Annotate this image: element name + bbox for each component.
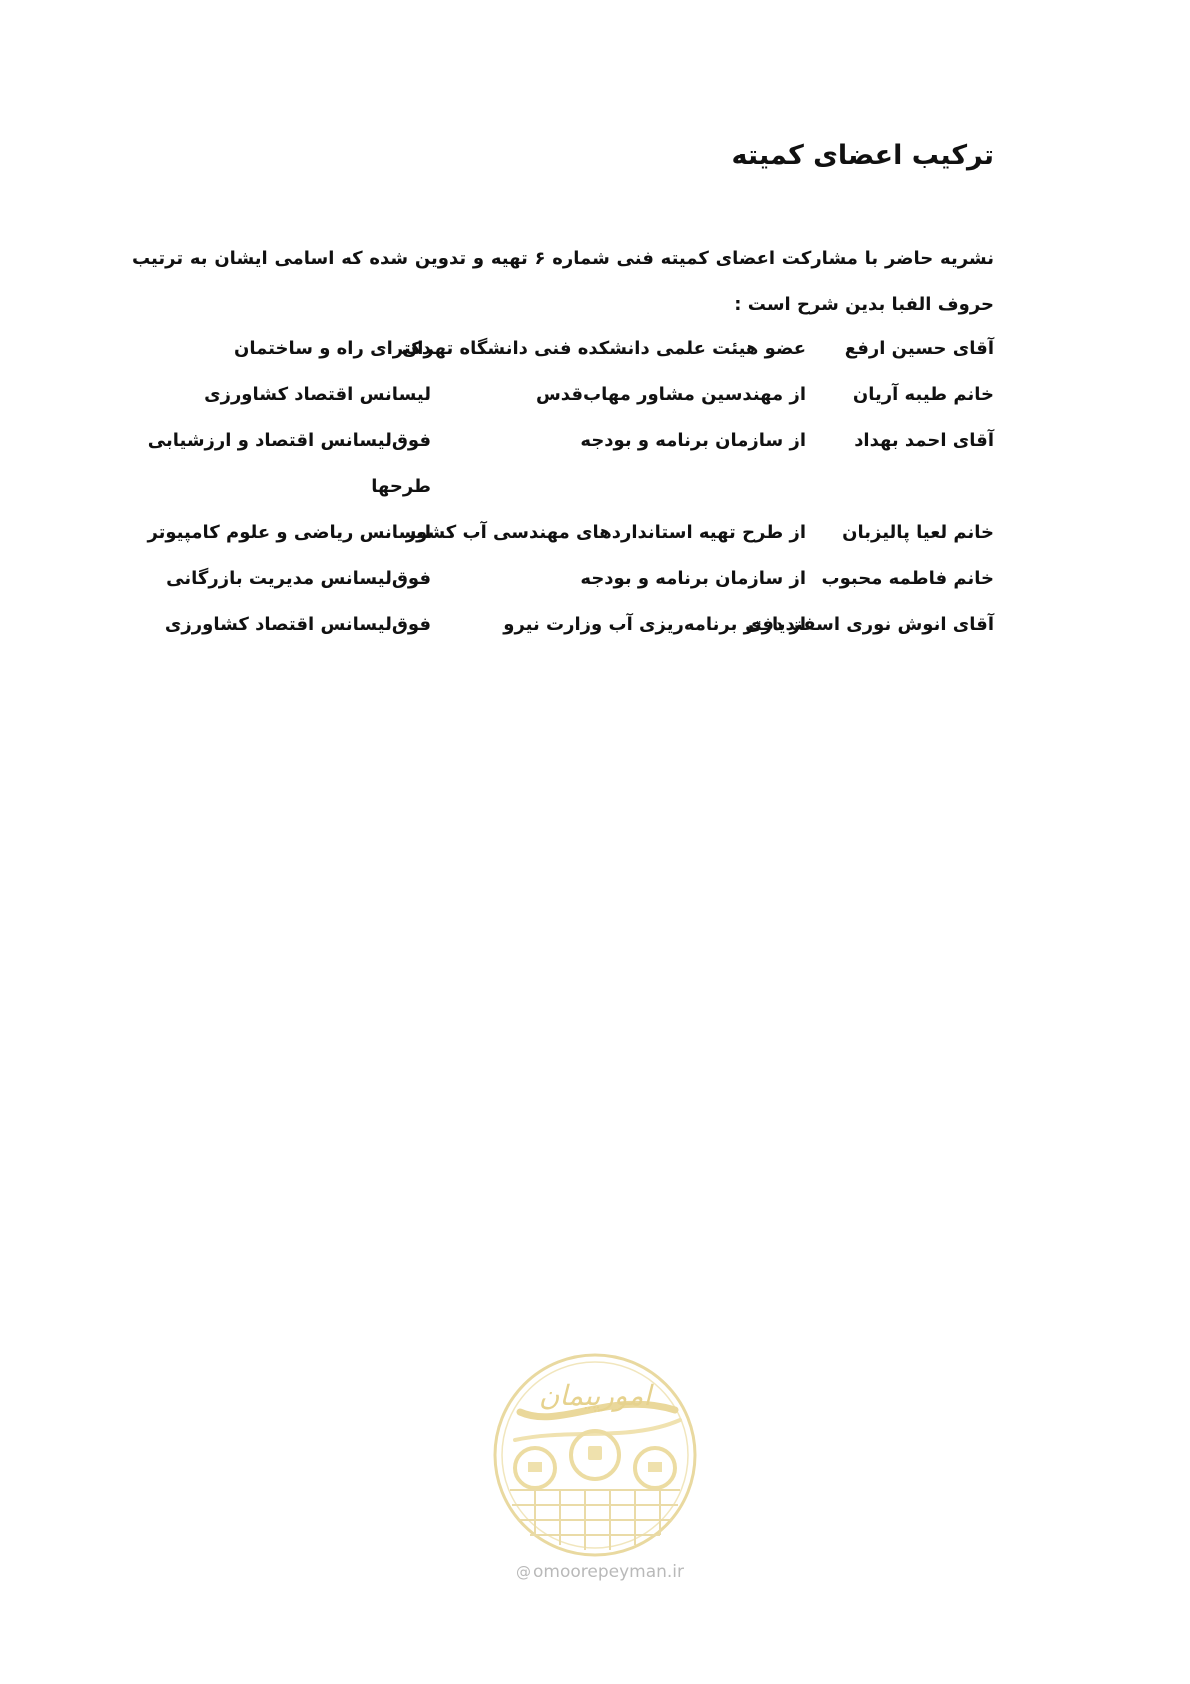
member-org: از سازمان برنامه و بودجه <box>580 568 806 589</box>
member-org: از طرح تهیه استانداردهای مهندسی آب کشور <box>405 522 806 543</box>
member-name: خانم طیبه آریان <box>852 384 994 405</box>
member-name: خانم فاطمه محبوب <box>821 568 994 589</box>
at-icon: @ <box>515 1563 531 1581</box>
member-degree: فوق‌لیسانس اقتصاد و ارزشیابی طرحها <box>147 430 431 497</box>
member-degree: لیسانس ریاضی و علوم کامپیوتر <box>147 522 431 543</box>
member-degree: فوق‌لیسانس مدیریت بازرگانی <box>166 568 431 589</box>
member-name: آقای حسین ارفع <box>844 338 994 359</box>
member-name: آقای احمد بهداد <box>854 430 994 451</box>
member-row <box>132 372 994 418</box>
watermark-url <box>500 1562 700 1582</box>
member-org: از مهندسین مشاور مهاب‌قدس <box>535 384 806 405</box>
member-org: از سازمان برنامه و بودجه <box>580 430 806 451</box>
logo-text: امورپیمان <box>538 1379 652 1412</box>
member-row <box>132 510 994 556</box>
page-title: ترکیب اعضای کمیته <box>731 140 994 171</box>
member-degree: فوق‌لیسانس اقتصاد کشاورزی <box>164 614 431 635</box>
member-degree: دکترای راه و ساختمان <box>233 338 431 359</box>
members-list <box>132 326 994 648</box>
member-org: از دفتر برنامه‌ریزی آب وزارت نیرو <box>503 614 806 635</box>
member-row <box>132 418 994 510</box>
member-name: خانم لعیا پالیزبان <box>842 522 994 543</box>
member-org: عضو هیئت علمی دانشکده فنی دانشگاه تهران <box>401 338 806 359</box>
member-row <box>132 602 994 648</box>
member-row <box>132 556 994 602</box>
member-name: آقای انوش نوری اسفندیاری <box>745 614 994 635</box>
member-degree: لیسانس اقتصاد کشاورزی <box>204 384 431 405</box>
member-row <box>132 326 994 372</box>
watermark-url-text: omoorepeyman.ir <box>532 1562 685 1582</box>
intro-paragraph: نشریه حاضر با مشارکت اعضای کمیته فنی شماره ۶ تهیه و تدوین شده که اسامی ایشان به ترتیب حروف الفبا بدین شرح است : <box>132 248 994 315</box>
omoorepeyman-logo-icon <box>490 1350 700 1560</box>
